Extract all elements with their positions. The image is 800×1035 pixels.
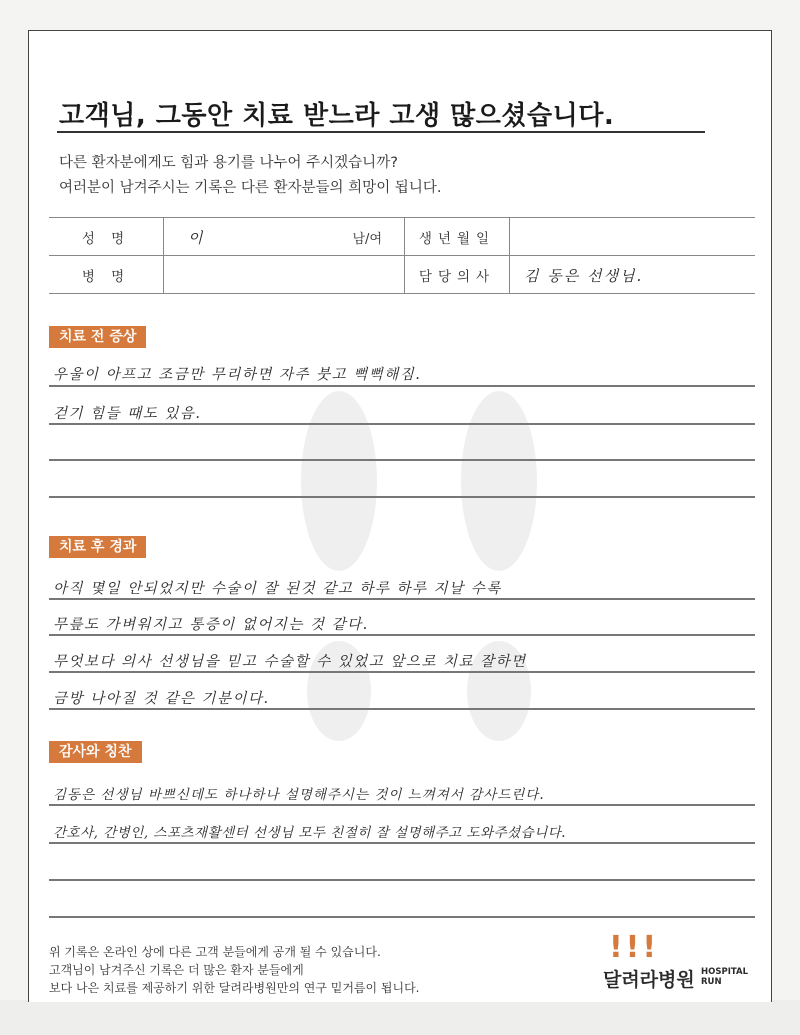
logo-en-line-2: RUN bbox=[701, 977, 722, 987]
thanks-line-1: 김동은 선생님 바쁘신데도 하나하나 설명해주시는 것이 느껴져서 감사드린다. bbox=[53, 787, 545, 803]
ruled-line bbox=[49, 496, 755, 498]
birth-label: 생년월일 bbox=[405, 218, 510, 256]
section-heading-after: 치료 후 경과 bbox=[49, 536, 146, 558]
birth-value bbox=[510, 218, 756, 256]
gender-options: 남/여 bbox=[352, 232, 382, 247]
doctor-label: 담당의사 bbox=[405, 256, 510, 294]
name-label: 성 명 bbox=[49, 218, 164, 256]
disease-value bbox=[164, 256, 405, 294]
footer-line-3: 보다 나은 치료를 제공하기 위한 달려라병원만의 연구 밑거름이 됩니다. bbox=[49, 981, 420, 995]
footer-line-1: 위 기록은 온라인 상에 다른 고객 분들에게 공개 될 수 있습니다. bbox=[49, 945, 381, 959]
section-heading-thanks: 감사와 칭찬 bbox=[49, 741, 142, 763]
title-underline bbox=[57, 131, 705, 133]
ruled-line bbox=[49, 459, 755, 461]
ruled-line bbox=[49, 634, 755, 636]
subtitle-line-1: 다른 환자분에게도 힘과 용기를 나누어 주시겠습니까? bbox=[59, 155, 398, 171]
subtitle-line-2: 여러분이 남겨주시는 기록은 다른 환자분들의 희망이 됩니다. bbox=[59, 180, 442, 196]
patient-info-table bbox=[49, 217, 755, 294]
ruled-line bbox=[49, 916, 755, 918]
ruled-line bbox=[49, 423, 755, 425]
ruled-line bbox=[49, 708, 755, 710]
hospital-logo bbox=[603, 930, 753, 997]
logo-name: 달려라병원 bbox=[603, 969, 695, 991]
name-field bbox=[164, 218, 405, 256]
doctor-value: 김 동은 선생님. bbox=[524, 267, 644, 285]
page-bottom-margin bbox=[0, 1000, 800, 1035]
ruled-line bbox=[49, 598, 755, 600]
name-value: 이 bbox=[188, 229, 203, 247]
before-line-1: 우울이 아프고 조금만 무리하면 자주 붓고 뻑뻑해짐. bbox=[53, 367, 422, 383]
thanks-line-2: 간호사, 간병인, 스포츠재활센터 선생님 모두 친절히 잘 설명해주고 도와주셨습니다. bbox=[53, 825, 567, 841]
logo-en-line-1: HOSPITAL bbox=[701, 967, 748, 977]
section-heading-before: 치료 전 증상 bbox=[49, 326, 146, 348]
page-title: 고객님, 그동안 치료 받느라 고생 많으셨습니다. bbox=[59, 101, 615, 131]
after-line-3: 무엇보다 의사 선생님을 믿고 수술할 수 있었고 앞으로 치료 잘하면 bbox=[53, 654, 527, 670]
after-line-4: 금방 나아질 것 같은 기분이다. bbox=[53, 691, 270, 707]
after-line-1: 아직 몇일 안되었지만 수술이 잘 된것 같고 하루 하루 지날 수록 bbox=[53, 581, 502, 597]
survey-sheet bbox=[28, 30, 772, 1002]
before-line-2: 걷기 힘들 때도 있음. bbox=[53, 406, 202, 422]
ruled-line bbox=[49, 671, 755, 673]
ruled-line bbox=[49, 385, 755, 387]
after-line-2: 무릎도 가벼워지고 통증이 없어지는 것 같다. bbox=[53, 617, 369, 633]
logo-marks: !!! bbox=[609, 930, 660, 965]
ruled-line bbox=[49, 879, 755, 881]
footer-line-2: 고객님이 남겨주신 기록은 더 많은 환자 분들에게 bbox=[49, 963, 304, 977]
disease-label: 병 명 bbox=[49, 256, 164, 294]
ruled-line bbox=[49, 842, 755, 844]
ruled-line bbox=[49, 804, 755, 806]
doctor-field bbox=[510, 256, 756, 294]
